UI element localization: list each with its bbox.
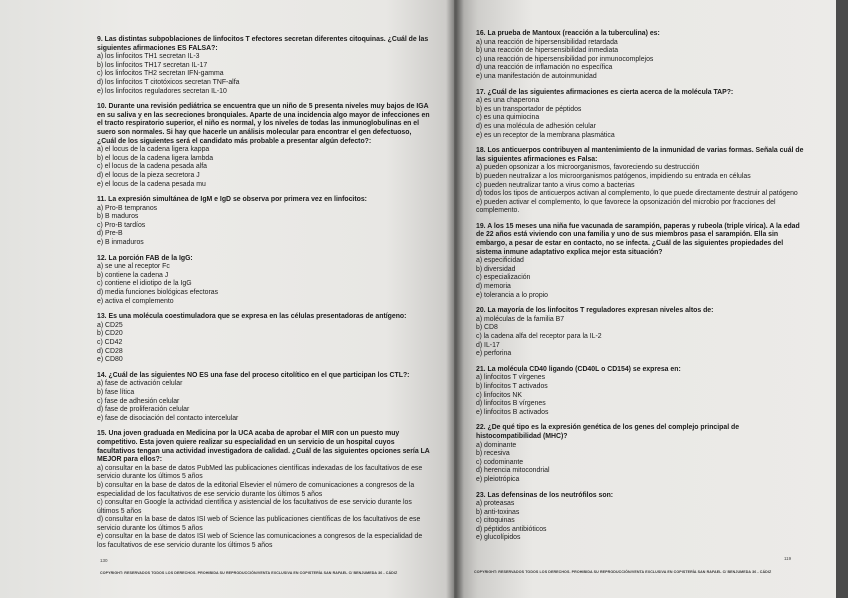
question-text: 9. Las distintas subpoblaciones de linfocitos T efectores secretan diferentes citoquinas. ¿Cuál de las siguientes afirmaciones ES FALSA?: — [97, 36, 429, 52]
answer-option: c) pueden neutralizar tanto a virus como a bacterias — [476, 181, 635, 189]
question-block — [476, 424, 806, 484]
right-copyright-footer: COPYRIGHT: RESERVADOS TODOS LOS DERECHOS. PROHIBIDA SU REPRODUCCIÓN/VENTA EXCLUSIVA EN COPISTERÍA SAN RAFAEL C/ BENJUMEDA 36 - CÁDIZ — [474, 570, 772, 574]
question-block — [476, 366, 806, 418]
right-page — [454, 0, 848, 598]
answer-option: a) CD25 — [97, 321, 123, 329]
question-text: 16. La prueba de Mantoux (reacción a la tuberculina) es: — [476, 30, 660, 37]
answer-option: b) los linfocitos TH17 secretan IL-17 — [97, 61, 208, 69]
answer-option: c) citoquinas — [476, 517, 515, 525]
question-block — [97, 103, 432, 189]
question-block — [97, 36, 432, 96]
answer-option: a) los linfocitos TH1 secretan IL-3 — [97, 53, 200, 61]
question-block — [97, 430, 432, 550]
answer-option: d) fase de proliferación celular — [97, 406, 190, 414]
answer-option: e) B inmaduros — [97, 239, 144, 247]
question-block — [476, 307, 806, 359]
answer-option: c) contiene el idiotipo de la IgG — [97, 280, 192, 288]
answer-option: c) fase de adhesión celular — [97, 397, 180, 405]
answer-option: d) media funciones biológicas efectoras — [97, 289, 219, 297]
question-text: 13. Es una molécula coestimuladora que se expresa en las células presentadoras de antígeno: — [97, 313, 407, 321]
answer-option: e) linfocitos B activados — [476, 408, 549, 416]
answer-option: b) diversidad — [476, 265, 516, 273]
right-question-list — [476, 30, 806, 550]
answer-option: c) especialización — [476, 274, 531, 282]
answer-option: a) Pro-B tempranos — [97, 204, 158, 212]
question-text: 22. ¿De qué tipo es la expresión genética de los genes del complejo principal de histocompatibilidad (MHC)? — [476, 424, 740, 440]
answer-option: e) una manifestación de autoinmunidad — [476, 72, 597, 80]
answer-option: c) Pro-B tardíos — [97, 221, 146, 229]
scan-edge — [836, 0, 848, 598]
question-text: 23. Las defensinas de los neutrófilos son: — [476, 491, 614, 499]
question-block — [476, 30, 806, 82]
question-text: 19. A los 15 meses una niña fue vacunada de sarampión, paperas y rubeola (triple vírica). A la edad de 22 años está viviendo con una familia y uno de sus miembros pasa el sarampión. Ella sin embargo, a pesar de estar en contacto, no se infecta. ¿Cuál de las siguientes propiedades del sistema inmune adaptativo explica mejor esta situación? — [476, 222, 800, 256]
answer-option: e) pleiotrópica — [476, 475, 520, 483]
answer-option: a) linfocitos T vírgenes — [476, 374, 546, 382]
answer-option: e) los linfocitos reguladores secretan IL-10 — [97, 87, 227, 95]
answer-option: d) linfocitos B vírgenes — [476, 400, 546, 408]
answer-option: a) el locus de la cadena ligera kappa — [97, 146, 210, 154]
answer-option: a) dominante — [476, 441, 517, 449]
answer-option: a) fase de activación celular — [97, 380, 183, 388]
answer-option: c) es una quimiocina — [476, 114, 540, 122]
answer-option: e) glucolípidos — [476, 534, 521, 542]
answer-option: d) Pre-B — [97, 230, 123, 238]
answer-option: d) CD28 — [97, 347, 123, 355]
answer-option: b) una reacción de hipersensibilidad inmediata — [476, 47, 619, 55]
answer-option: a) proteasas — [476, 500, 515, 508]
answer-option: e) activa el complemento — [97, 297, 174, 305]
answer-option: d) es una molécula de adhesión celular — [476, 122, 596, 130]
question-text: 15. Una joven graduada en Medicina por la UCA acaba de aprobar el MIR con un puesto muy competitivo. Esta joven quiere realizar su especialidad en un servicio de un hospital cuyos facultativos tengan una actividad investigadora de calidad. ¿Cuál de las siguientes opciones sería LA MEJOR para ellos?: — [97, 430, 430, 464]
left-copyright-footer: COPYRIGHT: RESERVADOS TODOS LOS DERECHOS. PROHIBIDA SU REPRODUCCIÓN/VENTA EXCLUSIVA EN COPISTERÍA SAN RAFAEL C/ BENJUMEDA 36 - CÁDIZ — [100, 571, 398, 575]
answer-option: b) CD8 — [476, 324, 498, 332]
question-text: 10. Durante una revisión pediátrica se encuentra que un niño de 5 presenta niveles muy bajos de IGA en su saliva y en las secreciones bronquiales. Aparte de una incidencia algo mayor de infecciones en el tracto respiratorio superior, el niño es normal, y los niveles de todas las inmunoglobulinas en el suero son normales. Si hay que hacerle un análisis molecular para encontrar el gen defectuoso, ¿Cuál de los siguientes será el candidato más probable a presentar algún defecto?: — [97, 103, 430, 145]
answer-option: b) linfocitos T activados — [476, 382, 548, 390]
answer-option: e) el locus de la cadena pesada mu — [97, 180, 206, 188]
question-block — [476, 147, 806, 216]
book-gutter — [446, 0, 464, 598]
answer-option: d) herencia mitocondrial — [476, 467, 550, 475]
answer-option: a) consultar en la base de datos PubMed las publicaciones científicas indexadas de los facultativos de ese servicio durante los últimos 5 años — [97, 464, 423, 481]
question-text: 18. Los anticuerpos contribuyen al mantenimiento de la inmunidad de varias formas. Señala cuál de las siguientes afirmaciones es Falsa: — [476, 147, 804, 163]
question-block — [476, 492, 806, 544]
answer-option: c) el locus de la cadena pesada alfa — [97, 163, 207, 171]
question-block — [97, 196, 432, 248]
answer-option: c) los linfocitos TH2 secretan IFN-gamma — [97, 70, 224, 78]
answer-option: b) CD20 — [97, 330, 123, 338]
answer-option: d) memoria — [476, 283, 511, 291]
answer-option: c) codominante — [476, 458, 524, 466]
answer-option: b) anti-toxinas — [476, 508, 520, 516]
answer-option: a) es una chaperona — [476, 97, 540, 105]
answer-option: d) todos los tipos de anticuerpos activan al complemento, lo que puede directamente destruir al patógeno — [476, 190, 798, 198]
answer-option: a) se une al receptor Fc — [97, 263, 170, 271]
answer-option: b) el locus de la cadena ligera lambda — [97, 154, 214, 162]
answer-option: a) moléculas de la familia B7 — [476, 315, 565, 323]
right-page-number: 119 — [784, 556, 792, 561]
answer-option: c) CD42 — [97, 339, 123, 346]
question-block — [97, 255, 432, 307]
answer-option: c) la cadena alfa del receptor para la IL-2 — [476, 333, 602, 340]
left-page-number: 130 — [100, 558, 108, 563]
answer-option: a) pueden opsonizar a los microorganismos, favoreciendo su destrucción — [476, 164, 700, 172]
question-text: 14. ¿Cuál de las siguientes NO ES una fase del proceso citolítico en el que participan los CTL?: — [97, 371, 410, 379]
answer-option: e) es un receptor de la membrana plasmática — [476, 131, 615, 139]
question-block — [476, 223, 806, 300]
answer-option: d) el locus de la pieza secretora J — [97, 171, 200, 179]
question-text: 20. La mayoría de los linfocitos T reguladores expresan niveles altos de: — [476, 307, 714, 315]
answer-option: c) consultar en Google la actividad científica y asistencial de los facultativos de ese servicio durante los últimos 5 años — [97, 499, 412, 515]
answer-option: c) linfocitos NK — [476, 391, 522, 399]
question-text: 21. La molécula CD40 ligando (CD40L o CD154) se expresa en: — [476, 365, 681, 373]
answer-option: e) tolerancia a lo propio — [476, 291, 549, 299]
question-text: 17. ¿Cuál de las siguientes afirmaciones es cierta acerca de la molécula TAP?: — [476, 88, 734, 96]
question-block — [97, 372, 432, 424]
answer-option: e) CD80 — [97, 356, 123, 364]
answer-option: b) fase lítica — [97, 388, 135, 396]
question-text: 11. La expresión simultánea de IgM e IgD se observa por primera vez en linfocitos: — [97, 196, 367, 204]
left-question-list — [97, 36, 432, 558]
answer-option: b) es un transportador de péptidos — [476, 105, 582, 113]
answer-option: e) fase de disociación del contacto intercelular — [97, 414, 239, 422]
answer-option: c) una reacción de hipersensibilidad por inmunocomplejos — [476, 55, 654, 63]
answer-option: b) consultar en la base de datos de la editorial Elsevier el número de comunicaciones a congresos de la especialidad de los facultativos de ese servicio durante los últimos 5 años — [97, 481, 415, 498]
answer-option: a) una reacción de hipersensibilidad retardada — [476, 38, 618, 46]
answer-option: d) péptidos antibióticos — [476, 525, 547, 533]
answer-option: d) IL-17 — [476, 341, 500, 349]
answer-option: b) pueden neutralizar a los microorganismos patógenos, impidiendo su entrada en células — [476, 172, 751, 180]
answer-option: d) una reacción de inflamación no específica — [476, 64, 613, 72]
answer-option: b) contiene la cadena J — [97, 271, 169, 279]
answer-option: a) especificidad — [476, 257, 524, 265]
answer-option: e) consultar en la base de datos ISI web of Science las comunicaciones a congresos de la especialidad de los facultativos de ese servicio durante los últimos 5 años — [97, 533, 423, 550]
answer-option: d) los linfocitos T citotóxicos secretan TNF-alfa — [97, 78, 240, 86]
answer-option: e) perforina — [476, 350, 512, 358]
answer-option: b) B maduros — [97, 213, 139, 221]
answer-option: d) consultar en la base de datos ISI web of Science las publicaciones científicas de los facultativos de ese servicio durante los últimos 5 años — [97, 516, 421, 532]
answer-option: b) recesiva — [476, 450, 510, 458]
question-block — [97, 313, 432, 365]
question-text: 12. La porción FAB de la IgG: — [97, 254, 193, 262]
question-block — [476, 89, 806, 141]
answer-option: e) pueden activar el complemento, lo que favorece la opsonización del microbio por fracciones del complemento. — [476, 198, 776, 215]
